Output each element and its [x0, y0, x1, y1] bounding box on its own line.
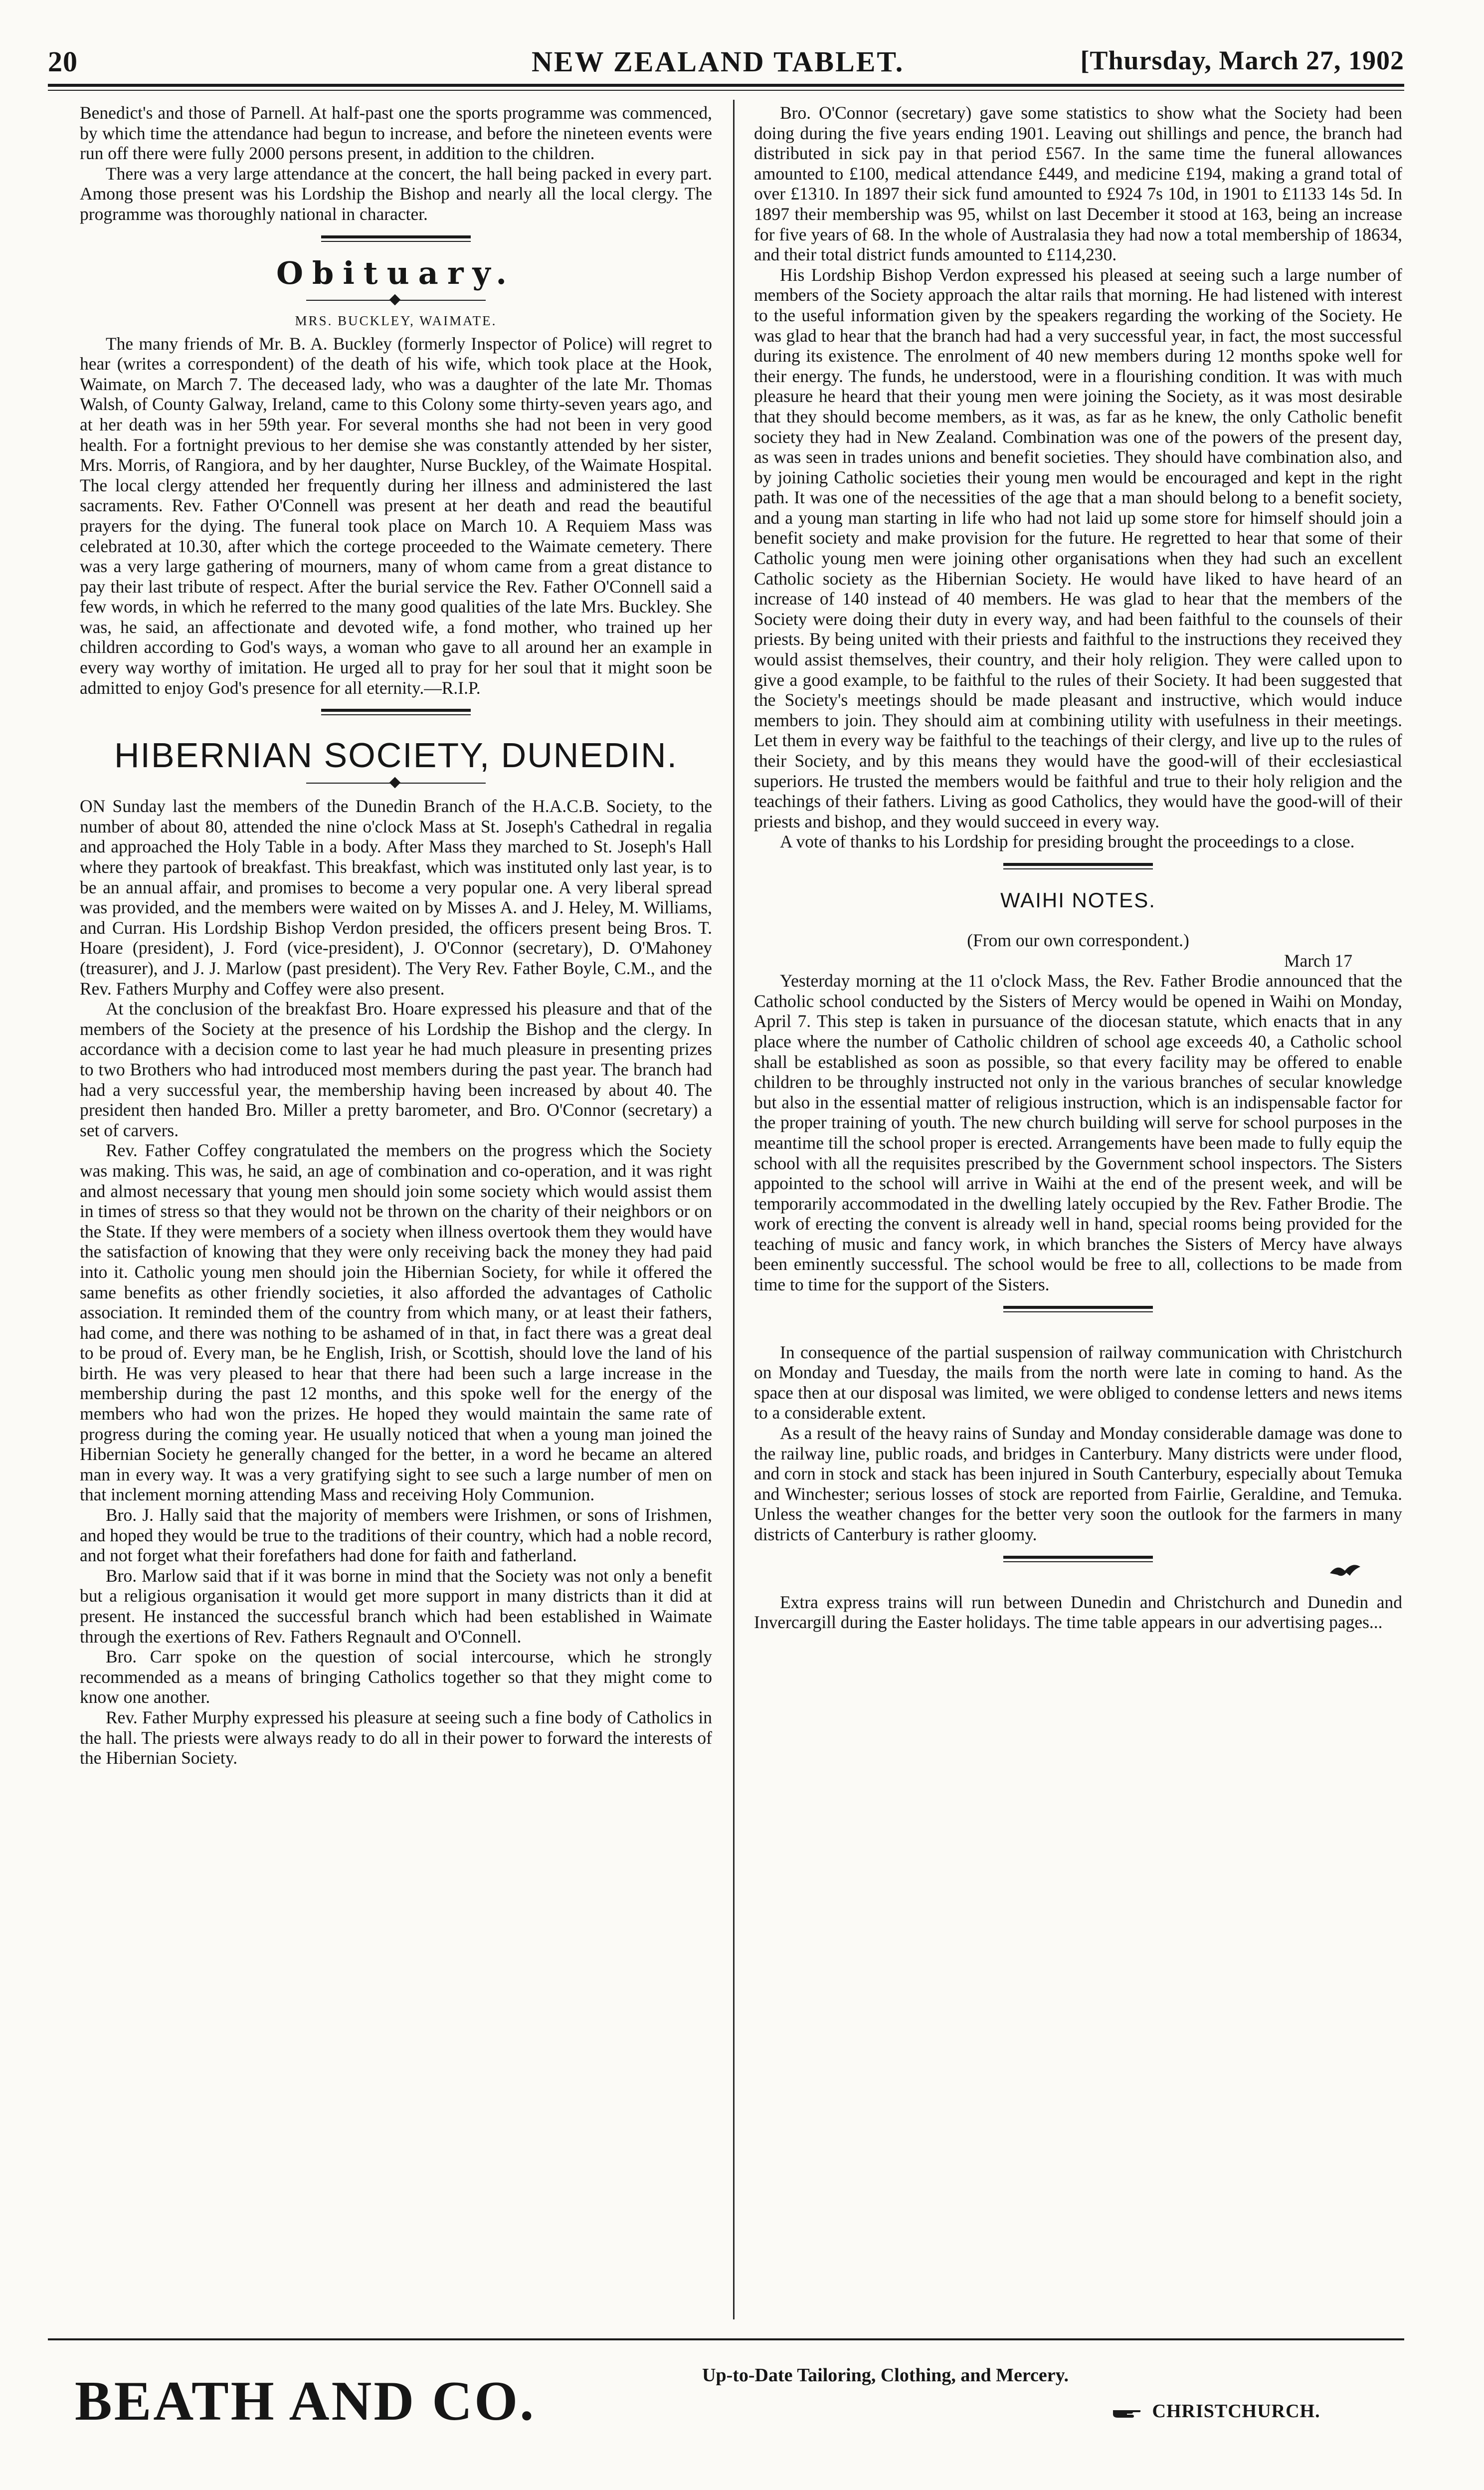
advertiser-tagline: Up-to-Date Tailoring, Clothing, and Mercery. — [702, 2365, 1069, 2386]
section-separator — [1003, 1306, 1153, 1312]
article-paragraph: Rev. Father Murphy expressed his pleasure at seeing such a fine body of Catholics in the hall. The priests were always ready to do all in their power to forward the interests of the Hibernian Society. — [80, 1707, 712, 1768]
diamond-ornament — [306, 294, 486, 306]
section-separator — [321, 709, 471, 715]
section-separator — [1003, 1556, 1153, 1562]
article-paragraph: Bro. O'Connor (secretary) gave some statistics to show what the Society had been doing during the five years ending 1901. Leaving out shillings and pence, the branch had distributed in sick pay in that period £567. In the same time the funeral allowances amounted to £100, medical attendance £449, and medicine £194, making a grand total of over £1310. In 1897 their sick fund amounted to £924 7s 10d, in 1901 to £1133 14s 5d. In 1897 their membership was 95, whilst on last December it stood at 163, being an increase for five years of 68. In the whole of Australasia they had now a total membership of 18634, and their total district funds amounted to £114,230. — [754, 103, 1402, 265]
news-note: Extra express trains will run between Dunedin and Christchurch and Dunedin and Invercargill during the Easter holidays. The time table appears in our advertising pages... — [754, 1592, 1402, 1633]
intro-paragraph: There was a very large attendance at the concert, the hall being packed in every part. Among those present was his Lordship the Bishop and nearly all the local clergy. The programme was thoroughly national in character. — [80, 163, 712, 224]
article-paragraph: Rev. Father Coffey congratulated the members on the progress which the Society was making. This was, he said, an age of combination and co-operation, and it was right and almost necessary that young men should join some society which would assist them in times of stress so that they would not be thrown on the charity of their neighbors or on the State. If they were members of a society when illness overtook them they would have the satisfaction of knowing that they were only receiving back the money they had paid into it. Catholic young men should join the Hibernian Society, for while it offered the same benefits as other friendly societies, it also afforded the advantages of Catholic association. It reminded them of the country from which many, or at least their fathers, had come, and there was nothing to be ashamed of in that, in fact there was a great deal to be proud of. Every man, be he English, Irish, or Scottish, should love the land of his birth. He was very pleased to hear that there had been such a large increase in the membership during the past 12 months, and this spoke well for the energy of the members who had won the prizes. He hoped they would maintain the same rate of progress during the coming year. He usually noticed that when a young man joined the Hibernian Society he generally changed for the better, in a word he became an altered man in every way. It was a very gratifying sight to see such a large number of men on that inclement morning attending Mass and receiving Holy Communion. — [80, 1140, 712, 1505]
section-separator — [1003, 863, 1153, 869]
intro-paragraph: Benedict's and those of Parnell. At half-past one the sports programme was commenced, by which time the attendance had begun to increase, and before the nineteen events were run off there were fully 2000 persons present, in addition to the children. — [80, 103, 712, 164]
obituary-text: The many friends of Mr. B. A. Buckley (formerly Inspector of Police) will regret to hear (writes a correspondent) of the death of his wife, which took place at the Hook, Waimate, on March 7. The deceased lady, who was a daughter of the late Mr. Thomas Walsh, of County Galway, Ireland, came to this Colony some thirty-seven years ago, and at her death was in her 59th year. For several months she had not been in very good health. For a fortnight previous to her demise she was constantly attended by her sister, Mrs. Morris, of Rangiora, and by her daughter, Nurse Buckley, of the Waimate Hospital. The local clergy attended her frequently during her illness and administered the last sacraments. Rev. Father O'Connell was present at her death and read the beautiful prayers for the dying. The funeral took place on March 10. A Requiem Mass was celebrated at 10.30, after which the cortege proceeded to the Waimate cemetery. There was a very large gathering of mourners, many of whom came from a great distance to pay their last tribute of respect. After the burial service the Rev. Father O'Connell said a few words, in which he referred to the many good qualities of the late Mrs. Buckley. She was, he said, an affectionate and devoted wife, a fond mother, who trained up her children according to God's ways, a woman who gave to all around her an example in every way worthy of imitation. He urged all to pray for her soul that it might soon be admitted to enjoy God's presence for all eternity.—R.I.P. — [80, 333, 712, 698]
article-paragraph: A vote of thanks to his Lordship for presiding brought the proceedings to a close. — [780, 831, 1355, 852]
column-divider — [733, 100, 735, 2319]
article-paragraph: Bro. J. Hally said that the majority of members were Irishmen, or sons of Irishmen, and hoped they would be true to the traditions of their country, which had a noble record, and not forget what their forefathers had done for faith and fatherland. — [80, 1505, 712, 1566]
advertiser-location-line — [1112, 2400, 1320, 2422]
waihi-byline: (From our own correspondent.) — [967, 930, 1189, 950]
obituary-subheading: MRS. BUCKLEY, WAIMATE. — [295, 313, 497, 328]
issue-date: [Thursday, March 27, 1902 — [1080, 45, 1404, 75]
page-number: 20 — [48, 45, 78, 78]
news-note: As a result of the heavy rains of Sunday and Monday considerable damage was done to the railway line, public roads, and bridges in Canterbury. Many districts were under flood, and corn in stock and stack has been injured in South Canterbury, especially about Temuka and Winchester; serious losses of stock are reported from Fairlie, Geraldine, and Temuka. Unless the weather changes for the better very soon the outlook for the farmers in many districts of Canterbury is rather gloomy. — [754, 1423, 1402, 1544]
left-column — [80, 103, 712, 2317]
section-separator — [321, 235, 471, 242]
hibernian-heading: HIBERNIAN SOCIETY, DUNEDIN. — [114, 736, 678, 775]
article-paragraph: Bro. Carr spoke on the question of social intercourse, which he strongly recommended as a means of bringing Catholics together so that they might come to know one another. — [80, 1647, 712, 1707]
footer-rule — [48, 2338, 1404, 2340]
advertiser-name: BEATH AND CO. — [75, 2370, 536, 2432]
article-paragraph: At the conclusion of the breakfast Bro. Hoare expressed his pleasure and that of the members of the Society at the presence of his Lordship the Bishop and the clergy. In accordance with a decision come to last year he had much pleasure in presenting prizes to two Brothers who had introduced most members during the past year. The branch had had a very successful year, the membership having been increased by about 40. The president then handed Bro. Miller a pretty barometer, and Bro. O'Connor (secretary) a set of carvers. — [80, 999, 712, 1140]
publication-title: NEW ZEALAND TABLET. — [532, 45, 905, 78]
article-paragraph: His Lordship Bishop Verdon expressed his pleased at seeing such a large number of members of the Society approach the altar rails that morning. He had listened with interest to the useful information given by the speakers regarding the working of the Society. He was glad to hear that the branch had had a very successful year, in fact, the most successful during its existence. The enrolment of 40 new members during 12 months spoke well for their energy. The funds, he understood, were in a flourishing condition. It was with much pleasure he heard that their young men were joining the Society, as it was most desirable that they should become members, as it was, as far as he knew, the only Catholic benefit society they had in New Zealand. Combination was one of the powers of the present day, as was seen in trades unions and benefit societies. They should have combination also, and by joining Catholic societies their young men would be encouraged and kept in the right path. It was one of the necessities of the age that a man should belong to a benefit society, and a young man starting in life who had not laid up some store for himself should join a benefit society and make provision for the future. He regretted to hear that some of their Catholic young men were joining other organisations when they had such an excellent Catholic society as the Hibernian Society. He would have liked to have heard of an increase of 140 instead of 40 members. He was glad to hear that the members of the Society were doing their duty in every way, and had been faithful to the counsels of their priests. By being united with their priests and faithful to the instructions they received they would assist themselves, their country, and their holy religion. They were called upon to give a good example, to be faithful to the rules of their Society. It had been suggested that the Society's meetings should be made pleasant and instructive, which would induce members to join. They should aim at combining utility with usefulness in their meetings. Let them in every way be faithful to the teachings of their clergy, and live up to the rules of their Society, and by this means they would have the good-will of their ecclesiastical superiors. He trusted the members would be faithful and true to their holy religion and the teachings of their fathers. Living as good Catholics, they would have the good-will of their priests and bishop, and they would succeed in every way. — [754, 264, 1402, 831]
pointing-hand-icon — [1112, 2406, 1142, 2419]
waihi-dateline: March 17 — [1284, 950, 1352, 971]
waihi-text: Yesterday morning at the 11 o'clock Mass, the Rev. Father Brodie announced that the Catholic school conducted by the Sisters of Mercy would be opened in Waihi on Monday, April 7. This step is taken in pursuance of the diocesan statute, which enacts that in any place where the number of Catholic children of school age exceeds 40, a Catholic school shall be established as soon as possible, so that every facility may be offered to enable children to be throughly instructed not only in the various branches of secular knowledge but also in the essential matter of religious instruction, which is an indispensable factor for the proper training of youth. The new church building will serve for school purposes in the meantime till the school proper is erected. Arrangements have been made to fully equip the school with all the requisites prescribed by the Government school inspectors. The Sisters appointed to the school will arrive in Waihi at the end of the present week, and will be temporarily accommodated in the dwelling lately occupied by the Rev. Father Brodie. The work of erecting the convent is already well in hand, special rooms being provided for the teaching of music and fancy work, in which branches the Sisters of Mercy have always been eminently successful. The school would be free to all, collections to be made from time to time for the support of the Sisters. — [754, 971, 1402, 1295]
right-column — [754, 103, 1402, 2317]
masthead-rule — [48, 84, 1404, 87]
article-paragraph: Bro. Marlow said that if it was borne in mind that the Society was not only a benefit but a religious organisation it would get more support in many districts than it did at present. He instanced the successful branch which had been established in Waimate through the exertions of Rev. Fathers Regnault and O'Connell. — [80, 1565, 712, 1647]
advertiser-location: CHRISTCHURCH. — [1152, 2401, 1320, 2422]
diamond-ornament — [306, 777, 486, 789]
news-note: In consequence of the partial suspension of railway communication with Christchurch on Monday and Tuesday, the mails from the north were late in coming to hand. As the space then at our disposal was limited, we were obliged to condense letters and news items to a considerable extent. — [754, 1342, 1402, 1423]
masthead-rule-thin — [48, 90, 1404, 91]
bird-ornament-icon — [1327, 1561, 1362, 1581]
obituary-heading: Obituary. — [276, 254, 516, 291]
article-paragraph: ON Sunday last the members of the Dunedin Branch of the H.A.C.B. Society, to the number of about 80, attended the nine o'clock Mass at St. Joseph's Cathedral in regalia and approached the Holy Table in a body. After Mass they marched to St. Joseph's Hall where they partook of breakfast. This breakfast, which was instituted only last year, is to be an annual affair, and promises to become a very popular one. A very liberal spread was provided, and the members were waited on by Misses A. and J. Heley, M. Williams, and Curran. His Lordship Bishop Verdon presided, the officers present being Bros. T. Hoare (president), J. Ford (vice-president), J. O'Connor (secretary), D. O'Mahoney (treasurer), and J. J. Marlow (past president). The Very Rev. Father Boyle, C.M., and the Rev. Fathers Murphy and Coffey were also present. — [80, 796, 712, 999]
masthead — [48, 45, 1404, 83]
waihi-heading: WAIHI NOTES. — [1000, 888, 1156, 912]
